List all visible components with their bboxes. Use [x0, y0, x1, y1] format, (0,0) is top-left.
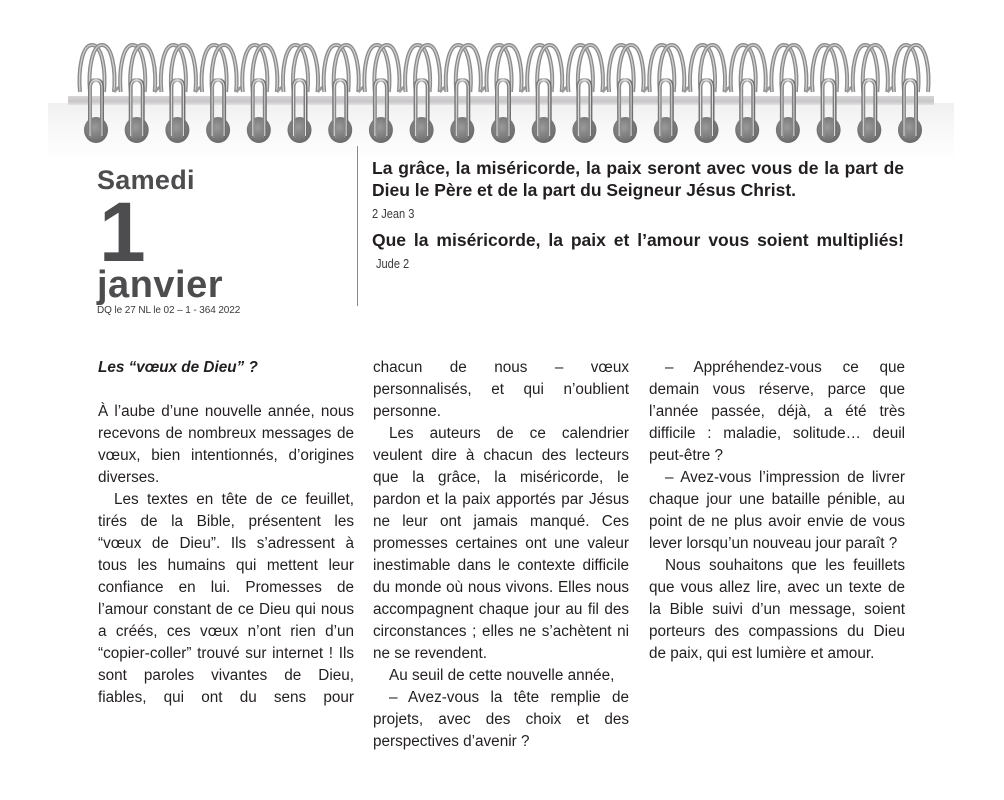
bible-verses [372, 157, 904, 275]
date-block [97, 165, 337, 316]
binding-hole [898, 117, 922, 143]
binding-hole [572, 117, 596, 143]
binding-hole [288, 117, 312, 143]
article-column-1 [98, 357, 354, 709]
binding-hole [735, 117, 759, 143]
spiral-rings-icon [0, 0, 1004, 150]
binding-hole [491, 117, 515, 143]
day-name: Samedi [97, 165, 195, 195]
article-paragraph: – Avez-vous l’impression de livrer chaque jour une bataille pénible, au point de ne plus avoir envie de vous lever lorsqu’un nouveau jour paraît ? [649, 469, 905, 552]
verse-1 [372, 157, 904, 201]
binding-hole [654, 117, 678, 143]
binding-hole [328, 117, 352, 143]
binding-hole [613, 117, 637, 143]
verse-2 [372, 229, 904, 275]
verse-text: Que la miséricorde, la paix et l’amour vous soient multipliés! [372, 230, 904, 250]
binding-hole [247, 117, 271, 143]
article-paragraph: – Appréhendez-vous ce que demain vous réserve, parce que l’année passée, déjà, a été très difficile : maladie, solitude… deuil peut-être ? [649, 359, 905, 464]
verse-text: La grâce, la miséricorde, la paix seront avec vous de la part de Dieu le Père et de la part du Seigneur Jésus Christ. [372, 158, 904, 200]
article-paragraph: chacun de nous – vœux personnalisés, et qui n’oublient personne. [373, 359, 629, 420]
day-number: 1 [99, 185, 144, 279]
binding-hole [125, 117, 149, 143]
moon-phase-info: DQ le 27 NL le 02 – 1 - 364 2022 [97, 305, 241, 316]
binding-hole [84, 117, 108, 143]
article-paragraph: À l’aube d’une nouvelle année, nous recevons de nombreux messages de vœux, bien intentionnés, d’origines diverses. [98, 403, 354, 486]
binding-hole [817, 117, 841, 143]
article-title: Les “vœux de Dieu” ? [98, 359, 258, 376]
binding-hole [532, 117, 556, 143]
header-divider [357, 146, 358, 306]
binding-hole [776, 117, 800, 143]
article-column-3 [649, 357, 905, 665]
verse-1-reference-line [372, 205, 904, 223]
binding-hole [369, 117, 393, 143]
binding-hole [857, 117, 881, 143]
binding-hole [410, 117, 434, 143]
article-paragraph: Nous souhaitons que les feuillets que vous allez lire, avec un texte de la Bible suivi d’un message, soient porteurs des compassions du Dieu de paix, qui est lumière et amour. [649, 557, 905, 662]
binding-hole [695, 117, 719, 143]
article-paragraph: Au seuil de cette nouvelle année, [389, 667, 615, 684]
article-paragraph: Les auteurs de ce calendrier veulent dire à chacun des lecteurs que la grâce, la miséricorde, le pardon et la paix apportés par Jésus ne leur ont jamais manqué. Ces promesses certaines ont une valeur inestimable dans le contexte difficile du monde où nous vivons. Elles nous accompagnent chaque jour au fil des circonstances ; elles ne s’achètent ni ne se revendent. [373, 425, 629, 662]
binding-hole [450, 117, 474, 143]
binding-hole [165, 117, 189, 143]
article-column-2 [373, 357, 629, 753]
spiral-binding [0, 0, 1004, 150]
binding-hole [206, 117, 230, 143]
article-paragraph: Les textes en tête de ce feuillet, tirés de la Bible, présentent les “vœux de Dieu”. Ils s’adressent à tous les humains qui mettent leur confiance en lui. Promesses de l’amour constant de ce Dieu qui nous a créés, ces vœux n’ont rien d’un “copier-coller” trouvé sur internet ! Ils sont paroles vivantes de Dieu, fiables, qui ont du sens pour [98, 491, 354, 706]
article-paragraph: – Avez-vous la tête remplie de projets, avec des choix et des perspectives d’avenir ? [373, 689, 629, 750]
verse-reference: Jude 2 [376, 256, 410, 271]
verse-reference: 2 Jean 3 [372, 206, 415, 221]
month-name: janvier [97, 264, 224, 306]
